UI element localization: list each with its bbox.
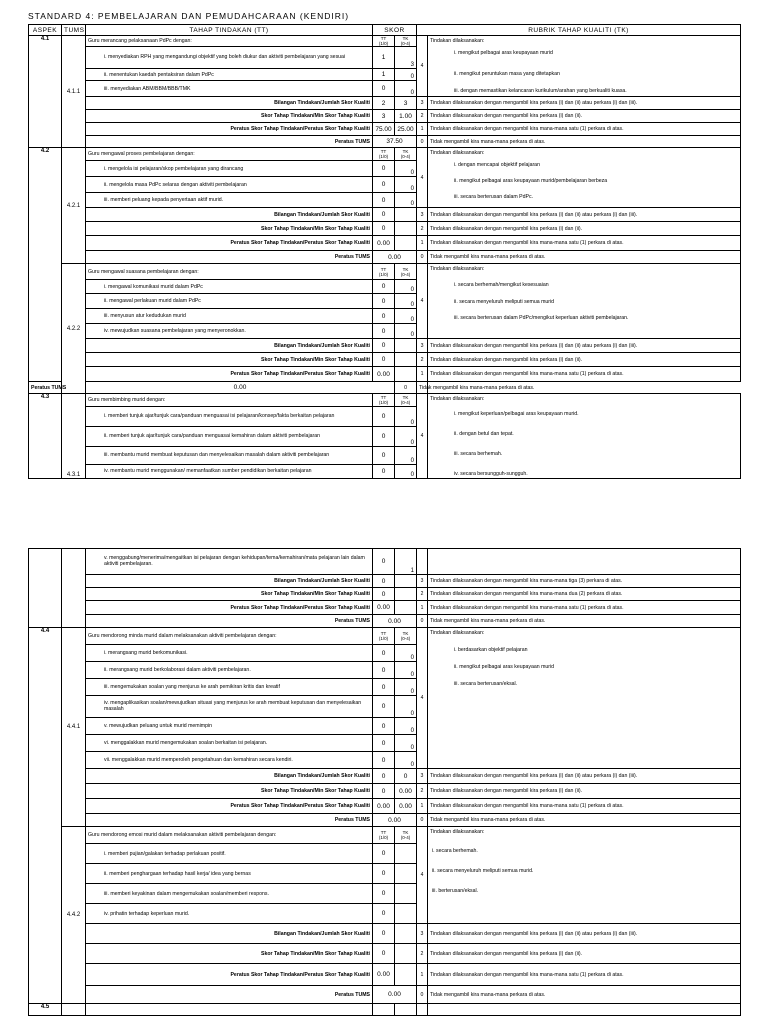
rubric-desc: Tindakan dilaksanakan dengan mengambil kira perkara (i) dan (ii).	[428, 110, 741, 123]
bilangan-tt: 0	[373, 575, 395, 588]
tt-value: 0	[373, 81, 395, 97]
tk-value: 0	[395, 679, 417, 696]
item-text: i. menyediakan RPH yang mengandungi objektif yang boleh diukur dan aktiviti pembelajaran yang sesuai	[86, 47, 373, 69]
item-lead: Guru membimbing murid dengan:	[86, 394, 373, 407]
tk-value: 0	[395, 294, 417, 309]
rubric-cell: Tindakan dilaksanakan: i. secara berhemah. ii. secara menyeluruh meliputi semua murid. iii. berterusan/eksal.	[428, 827, 741, 924]
rubric-desc: Tidak mengambil kira mana-mana perkara di atas.	[428, 251, 741, 264]
tt-value: 0	[373, 679, 395, 696]
tt-value: 0	[373, 161, 395, 177]
rubric-desc: Tindakan dilaksanakan dengan mengambil kira perkara (i) dan (ii) atau perkara (i) dan (iii).	[428, 769, 741, 784]
rubric-desc: Tindakan dilaksanakan dengan mengambil kira perkara (i) dan (ii) atau perkara (i) dan (iii).	[428, 924, 741, 944]
skor-tt: 0	[373, 944, 395, 964]
tk-head: TK (0-4)	[395, 827, 417, 844]
tums-cell: 4.3.1	[62, 394, 86, 479]
rubric-desc: Tindakan dilaksanakan dengan mengambil kira perkara (i) dan (ii).	[428, 222, 741, 236]
rubric-level: 1	[417, 799, 428, 814]
tt-value: 0	[373, 407, 395, 427]
item-text: iii. menyusun atur kedudukan murid	[86, 309, 373, 324]
item-text: ii. merangsang murid berkolaborasi dalam aktiviti pembelajaran.	[86, 662, 373, 679]
item-text: vii. menggalakkan murid memperoleh pengetahuan dan kemahiran secara kendiri.	[86, 752, 373, 769]
peratus-label: Peratus Skor Tahap Tindakan/Peratus Skor Tahap Kualiti	[86, 799, 373, 814]
peratus-tt: 0.00	[373, 367, 395, 382]
peratus-tums-label: Peratus TUMS	[86, 136, 373, 148]
rubric-desc: Tindakan dilaksanakan dengan mengambil kira mana-mana satu (1) perkara di atas.	[428, 964, 741, 986]
tk-value: 0	[395, 309, 417, 324]
item-text: iii. memberi peluang kepada penyertaan aktif murid.	[86, 193, 373, 208]
rubric-desc: Tindakan dilaksanakan dengan mengambil kira perkara (i) dan (ii).	[428, 353, 741, 367]
table-row	[29, 208, 741, 222]
item-text: iii. mengemukakan soalan yang menjurus ke arah pemikiran kritis dan kreatif	[86, 679, 373, 696]
aspek-cell: 4.4	[29, 628, 62, 1004]
table-row	[29, 353, 741, 367]
tt-head: TT (1/0)	[373, 148, 395, 161]
item-text: v. mewujudkan peluang untuk murid memimpin	[86, 718, 373, 735]
skor-label: Skor Tahap Tindakan/Min Skor Tahap Kualiti	[86, 222, 373, 236]
tt-head: TT (1/0)	[373, 36, 395, 47]
item-text: ii. memberi tunjuk ajar/tunjuk cara/panduan menguasai kemahiran dalam aktiviti pembelajaran	[86, 427, 373, 447]
rubric-level: 2	[417, 588, 428, 601]
item-text: i. mengawal komunikasi murid dalam PdPc	[86, 280, 373, 294]
rubric-cell: Tindakan dilaksanakan: i. mengikut pelbagai aras keupayaan murid ii. mengikut peruntukan masa yang ditetapkan iii. dengan memastikan kelancaran kurikulum/arahan yang berkualiti kuasa.	[428, 36, 741, 97]
tums-cell: 4.2.2	[62, 264, 86, 394]
peratus-tums-label: Peratus TUMS	[29, 382, 62, 394]
table-row	[29, 136, 741, 148]
item-text: iii. memberi keyakinan dalam mengemukakan soalan/memberi respons.	[86, 884, 373, 904]
item-text: i. memberi pujian/galakan terhadap perlakuan positif.	[86, 844, 373, 864]
tums-cell: 4.4.1	[62, 628, 86, 827]
tk-value: 0	[395, 696, 417, 718]
tt-value: 0	[373, 447, 395, 465]
skor-tk: 1.00	[395, 110, 417, 123]
rubric-level: 4	[417, 628, 428, 769]
tk-value: 0	[395, 465, 417, 479]
rubric-cell: Tindakan dilaksanakan: i. berdasarkan objektif pelajaran ii. mengikut pelbagai aras keupayaan murid iii. secara berterusan/eksal.	[428, 628, 741, 769]
bilangan-label: Bilangan Tindakan/Jumlah Skor Kualiti	[86, 208, 373, 222]
tt-value: 0	[373, 294, 395, 309]
peratus-tt: 0.00	[373, 601, 395, 615]
table-row	[29, 382, 741, 394]
item-text: iii. menyediakan ABM/BBM/BBB/TMK	[86, 81, 373, 97]
rubric-desc: Tindakan dilaksanakan dengan mengambil kira perkara (i) dan (ii) atau perkara (i) dan (iii).	[428, 339, 741, 353]
page-break	[0, 522, 768, 548]
bilangan-tt: 0	[373, 339, 395, 353]
table-row	[29, 236, 741, 251]
rubric-level: 3	[417, 208, 428, 222]
tk-value: 3	[395, 47, 417, 69]
peratus-tums-value: 0.00	[373, 251, 417, 264]
tk-head: TK (0-4)	[395, 628, 417, 645]
tt-value: 0	[373, 696, 395, 718]
table-row	[29, 222, 741, 236]
tk-value: 0	[395, 193, 417, 208]
item-text: iv. membantu murid menggunakan/ memanfaatkan sumber pendidikan berkaitan pelajaran	[86, 465, 373, 479]
tt-value: 0	[373, 427, 395, 447]
peratus-tk: 25.00	[395, 123, 417, 136]
skor-label: Skor Tahap Tindakan/Min Skor Tahap Kualiti	[86, 588, 373, 601]
aspek-cell: 4.2	[29, 148, 62, 382]
header-rubrik: RUBRIK TAHAP KUALITI (TK)	[417, 25, 741, 36]
peratus-tk: 0.00	[395, 799, 417, 814]
tt-head: TT (1/0)	[373, 628, 395, 645]
table-row	[29, 827, 741, 844]
item-text: ii. menentukan kaedah pentaksiran dalam PdPc	[86, 69, 373, 81]
rubric-level: 1	[417, 367, 428, 382]
rubric-level: 0	[417, 136, 428, 148]
tt-value: 0	[373, 752, 395, 769]
rubric-level: 3	[417, 575, 428, 588]
table-row	[29, 986, 741, 1004]
tums-cell: 4.4.2	[62, 827, 86, 1004]
item-text: iii. membantu murid membuat keputusan dan menyelesaikan masalah dalam aktiviti pembelajaran	[86, 447, 373, 465]
rubric-level: 1	[417, 123, 428, 136]
item-text: vi. menggalakkan murid mengemukakan soalan berkaitan isi pelajaran.	[86, 735, 373, 752]
rubric-desc: Tindakan dilaksanakan dengan mengambil kira perkara (i) dan (ii).	[428, 944, 741, 964]
rubric-desc: Tidak mengambil kira mana-mana perkara di atas.	[428, 136, 741, 148]
rubric-desc: Tidak mengambil kira mana-mana perkara di atas.	[417, 382, 428, 394]
table-row	[29, 549, 741, 575]
tt-value: 0	[373, 193, 395, 208]
rubric-desc: Tindakan dilaksanakan dengan mengambil kira mana-mana satu (1) perkara di atas.	[428, 601, 741, 615]
table-row	[29, 924, 741, 944]
rubric-desc: Tindakan dilaksanakan dengan mengambil kira mana-mana dua (2) perkara di atas.	[428, 588, 741, 601]
rubric-desc: Tindakan dilaksanakan dengan mengambil kira mana-mana satu (1) perkara di atas.	[428, 123, 741, 136]
skor-tt: 3	[373, 110, 395, 123]
table-row	[29, 110, 741, 123]
header-aspek: ASPEK	[29, 25, 62, 36]
rubric-level: 0	[417, 986, 428, 1004]
aspek-cell: 4.1	[29, 36, 62, 148]
rubric-desc: Tindakan dilaksanakan dengan mengambil kira mana-mana satu (1) perkara di atas.	[428, 799, 741, 814]
bilangan-label: Bilangan Tindakan/Jumlah Skor Kualiti	[86, 339, 373, 353]
table-row	[29, 784, 741, 799]
peratus-tums-value: 37.50	[373, 136, 417, 148]
rubric-level: 4	[417, 36, 428, 97]
item-text: ii. mengawal perlakuan murid dalam PdPc	[86, 294, 373, 309]
rubric-desc: Tindakan dilaksanakan dengan mengambil kira mana-mana tiga (3) perkara di atas.	[428, 575, 741, 588]
table-row	[29, 1004, 741, 1016]
skor-tt: 0	[373, 588, 395, 601]
aspek-cell: 4.3	[29, 394, 62, 479]
item-text: iv. mengaplikasikan soalan/mewujudkan situasi yang menjurus ke arah membuat keputusan dan menyelesaikan masalah	[86, 696, 373, 718]
rubric-desc: Tidak mengambil kira mana-mana perkara di atas.	[428, 615, 741, 628]
peratus-label: Peratus Skor Tahap Tindakan/Peratus Skor Tahap Kualiti	[86, 367, 373, 382]
peratus-tums-value: 0.00	[373, 615, 417, 628]
rubric-cell: Tindakan dilaksanakan: i. mengikut keperluan/pelbagai aras keupayaan murid. ii. dengan betul dan tepat. iii. secara berhemah. iv. secara bersungguh-sungguh.	[428, 394, 741, 479]
rubric-desc: Tindakan dilaksanakan dengan mengambil kira perkara (i) dan (ii) atau perkara (i) dan (iii).	[428, 208, 741, 222]
tums-cell: 4.2.1	[62, 148, 86, 264]
skor-tt: 0	[373, 353, 395, 367]
peratus-label: Peratus Skor Tahap Tindakan/Peratus Skor Tahap Kualiti	[86, 123, 373, 136]
bilangan-tt: 0	[373, 769, 395, 784]
skor-tt: 0	[373, 784, 395, 799]
table-row	[29, 36, 741, 47]
tk-head: TK (0-4)	[395, 148, 417, 161]
peratus-tums-label: Peratus TUMS	[86, 814, 373, 827]
peratus-tums-value: 0.00	[86, 382, 395, 394]
rubric-desc: Tidak mengambil kira mana-mana perkara di atas.	[428, 986, 741, 1004]
item-lead: Guru mendorong minda murid dalam melaksanakan aktiviti pembelajaran dengan:	[86, 628, 373, 645]
tt-value: 1	[373, 47, 395, 69]
rubric-desc: Tindakan dilaksanakan dengan mengambil kira perkara (i) dan (ii) atau perkara (i) dan (iii).	[428, 97, 741, 110]
table-row	[29, 628, 741, 645]
skor-label: Skor Tahap Tindakan/Min Skor Tahap Kualiti	[86, 110, 373, 123]
rubric-level: 2	[417, 110, 428, 123]
table-row	[29, 123, 741, 136]
peratus-label: Peratus Skor Tahap Tindakan/Peratus Skor Tahap Kualiti	[86, 601, 373, 615]
bilangan-label: Bilangan Tindakan/Jumlah Skor Kualiti	[86, 769, 373, 784]
skor-label: Skor Tahap Tindakan/Min Skor Tahap Kualiti	[86, 944, 373, 964]
table-row	[29, 964, 741, 986]
tk-value: 0	[395, 69, 417, 81]
peratus-tt: 75.00	[373, 123, 395, 136]
standard-table-page-2	[28, 548, 741, 1016]
table-row	[29, 339, 741, 353]
rubric-level: 3	[417, 769, 428, 784]
table-row	[29, 148, 741, 161]
page-one	[28, 8, 740, 479]
tt-value: 0	[373, 884, 395, 904]
skor-label: Skor Tahap Tindakan/Min Skor Tahap Kualiti	[86, 784, 373, 799]
rubric-level: 4	[417, 148, 428, 208]
rubric-level: 4	[417, 827, 428, 924]
item-text: iv. prihatin terhadap keperluan murid.	[86, 904, 373, 924]
table-row	[29, 97, 741, 110]
tums-cell: 4.1.1	[62, 36, 86, 148]
rubric-level: 0	[417, 814, 428, 827]
table-row	[29, 799, 741, 814]
rubric-level: 0	[417, 251, 428, 264]
rubric-desc: Tindakan dilaksanakan dengan mengambil kira mana-mana satu (1) perkara di atas.	[428, 367, 741, 382]
rubric-level: 1	[417, 964, 428, 986]
tk-value: 0	[395, 718, 417, 735]
rubric-level: 2	[417, 784, 428, 799]
rubric-level: 4	[417, 264, 428, 339]
header-skor: SKOR	[373, 25, 417, 36]
tt-value: 0	[373, 324, 395, 339]
rubric-level: 1	[417, 601, 428, 615]
bilangan-label: Bilangan Tindakan/Jumlah Skor Kualiti	[86, 575, 373, 588]
rubric-level: 0	[417, 615, 428, 628]
item-text: i. merangsang murid berkomunikasi.	[86, 645, 373, 662]
tk-head: TK (0-4)	[395, 264, 417, 280]
tt-value: 0	[373, 465, 395, 479]
page-two	[28, 548, 740, 1016]
tt-value: 0	[373, 864, 395, 884]
bilangan-tk: 3	[395, 97, 417, 110]
tk-value: 0	[395, 324, 417, 339]
bilangan-tk: 0	[395, 769, 417, 784]
rubric-level: 2	[417, 222, 428, 236]
tk-value: 0	[395, 662, 417, 679]
tk-value: 1	[395, 549, 417, 575]
peratus-tums-label: Peratus TUMS	[86, 615, 373, 628]
tt-value: 0	[373, 645, 395, 662]
item-text: ii. mengelola masa PdPc selaras dengan aktiviti pembelajaran	[86, 177, 373, 193]
rubric-desc: Tindakan dilaksanakan dengan mengambil kira mana-mana satu (1) perkara di atas.	[428, 236, 741, 251]
rubric-desc: Tidak mengambil kira mana-mana perkara di atas.	[428, 814, 741, 827]
table-row	[29, 264, 741, 280]
skor-label: Skor Tahap Tindakan/Min Skor Tahap Kualiti	[86, 353, 373, 367]
tk-value: 0	[395, 735, 417, 752]
tk-value: 0	[395, 645, 417, 662]
bilangan-label: Bilangan Tindakan/Jumlah Skor Kualiti	[86, 924, 373, 944]
item-text: iv. mewujudkan suasana pembelajaran yang menyeronokkan.	[86, 324, 373, 339]
tk-value: 0	[395, 161, 417, 177]
tk-value: 0	[395, 81, 417, 97]
rubric-level: 3	[417, 339, 428, 353]
tt-value: 0	[373, 904, 395, 924]
tk-head: TK (0-4)	[395, 36, 417, 47]
item-lead: Guru mendorong emosi murid dalam melaksanakan aktiviti pembelajaran dengan:	[86, 827, 373, 844]
aspek-cell: 4.5	[29, 1004, 62, 1016]
table-row	[29, 394, 741, 407]
rubric-cell: Tindakan dilaksanakan: i. dengan mencapai objektif pelajaran ii. mengikut pelbagai aras keupayaan murid/pembelajaran berbeza iii. secara berterusan dalam PdPc.	[428, 148, 741, 208]
peratus-label: Peratus Skor Tahap Tindakan/Peratus Skor Tahap Kualiti	[86, 236, 373, 251]
tt-head: TT (1/0)	[373, 827, 395, 844]
tt-value: 0	[373, 718, 395, 735]
skor-tt: 0	[373, 222, 395, 236]
standard-table-page-1	[28, 24, 741, 479]
rubric-level: 2	[417, 353, 428, 367]
table-row	[29, 814, 741, 827]
item-text: i. memberi tunjuk ajar/tunjuk cara/panduan menguasai isi pelajaran/konsep/fakta berkaitan pelajaran	[86, 407, 373, 427]
item-lead: Guru mengawal suasana pembelajaran dengan:	[86, 264, 373, 280]
peratus-tums-label: Peratus TUMS	[86, 986, 373, 1004]
rubric-level: 1	[417, 236, 428, 251]
skor-tk: 0.00	[395, 784, 417, 799]
header-row	[29, 25, 741, 36]
tk-head: TK (0-4)	[395, 394, 417, 407]
bilangan-tt: 0	[373, 924, 395, 944]
tk-value: 0	[395, 427, 417, 447]
table-row	[29, 601, 741, 615]
rubric-level: 4	[417, 394, 428, 479]
peratus-tt: 0.00	[373, 799, 395, 814]
peratus-tums-value: 0.00	[373, 986, 417, 1004]
tt-value: 0	[373, 549, 395, 575]
tt-value: 0	[373, 662, 395, 679]
tt-value: 0	[373, 309, 395, 324]
peratus-tt: 0.00	[373, 964, 395, 986]
table-row	[29, 769, 741, 784]
rubric-cell: Tindakan dilaksanakan: i. secara berhemah/mengikut kesesuaian ii. secara menyeluruh meliputi semua murid iii. secara berterusan dalam PdPc/mengikut keperluan aktiviti pembelajaran.	[428, 264, 741, 339]
tk-value: 0	[395, 447, 417, 465]
peratus-tums-label: Peratus TUMS	[86, 251, 373, 264]
item-text: v. menggabung/menerima/mengaitkan isi pelajaran dengan kehidupan/tema/kemahiran/mata pelajaran lain dalam aktiviti pembelajaran.	[86, 549, 373, 575]
tk-value: 0	[395, 752, 417, 769]
header-tahap: TAHAP TINDAKAN (TT)	[86, 25, 373, 36]
table-row	[29, 944, 741, 964]
tt-value: 0	[373, 177, 395, 193]
rubric-level: 0	[395, 382, 417, 394]
peratus-label: Peratus Skor Tahap Tindakan/Peratus Skor Tahap Kualiti	[86, 964, 373, 986]
item-lead: Guru mengawal proses pembelajaran dengan:	[86, 148, 373, 161]
tt-value: 1	[373, 69, 395, 81]
tt-value: 0	[373, 735, 395, 752]
tt-head: TT (1/0)	[373, 394, 395, 407]
page-title: STANDARD 4: PEMBELAJARAN DAN PEMUDAHCARAAN (KENDIRI)	[28, 11, 350, 21]
peratus-tums-value: 0.00	[373, 814, 417, 827]
peratus-tt: 0.00	[373, 236, 395, 251]
item-text: ii. memberi penghargaan terhadap hasil kerja/ idea yang bernas	[86, 864, 373, 884]
item-text: i. mengelola isi pelajaran/skop pembelajaran yang dirancang	[86, 161, 373, 177]
rubric-level: 2	[417, 944, 428, 964]
bilangan-tt: 2	[373, 97, 395, 110]
item-lead: Guru merancang pelaksanaan PdPc dengan:	[86, 36, 373, 47]
bilangan-tt: 0	[373, 208, 395, 222]
tt-head: TT (1/0)	[373, 264, 395, 280]
rubric-level: 3	[417, 924, 428, 944]
header-tums: TUMS	[62, 25, 86, 36]
table-row	[29, 588, 741, 601]
rubric-level: 3	[417, 97, 428, 110]
rubric-desc: Tindakan dilaksanakan dengan mengambil kira perkara (i) dan (ii).	[428, 784, 741, 799]
table-row	[29, 367, 741, 382]
table-row	[29, 251, 741, 264]
tk-value: 0	[395, 407, 417, 427]
tk-value: 0	[395, 177, 417, 193]
tt-value: 0	[373, 844, 395, 864]
tk-value: 0	[395, 280, 417, 294]
tt-value: 0	[373, 280, 395, 294]
table-row	[29, 615, 741, 628]
table-row	[29, 575, 741, 588]
bilangan-label: Bilangan Tindakan/Jumlah Skor Kualiti	[86, 97, 373, 110]
